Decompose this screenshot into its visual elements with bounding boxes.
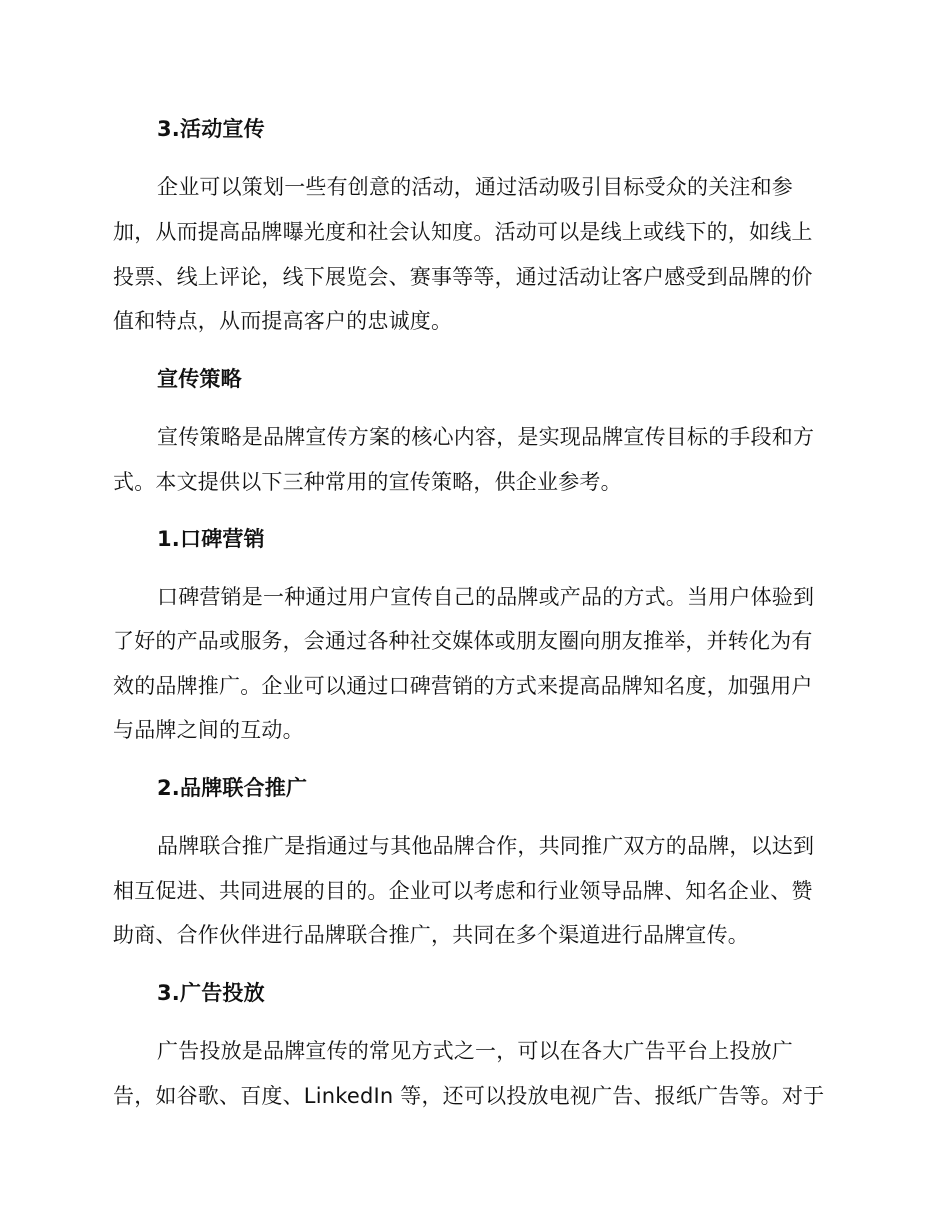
paragraph-line: 相互促进、共同进展的目的。企业可以考虑和行业领导品牌、知名企业、赞	[113, 879, 813, 903]
section-heading: 宣传策略	[157, 367, 242, 391]
section-heading: 1.口碑营销	[157, 527, 265, 551]
paragraph-line: 效的品牌推广。企业可以通过口碑营销的方式来提高品牌知名度，加强用户	[113, 674, 813, 698]
paragraph-line: 了好的产品或服务，会通过各种社交媒体或朋友圈向朋友推举，并转化为有	[113, 629, 813, 653]
paragraph-line: 助商、合作伙伴进行品牌联合推广，共同在多个渠道进行品牌宣传。	[113, 923, 749, 947]
paragraph-line: 宣传策略是品牌宣传方案的核心内容，是实现品牌宣传目标的手段和方	[157, 425, 815, 449]
section-heading: 3.广告投放	[157, 981, 265, 1005]
section-heading: 2.品牌联合推广	[157, 776, 308, 800]
paragraph-line: 品牌联合推广是指通过与其他品牌合作，共同推广双方的品牌，以达到	[157, 834, 815, 858]
paragraph-line: 口碑营销是一种通过用户宣传自己的品牌或产品的方式。当用户体验到	[157, 585, 815, 609]
paragraph-line: 企业可以策划一些有创意的活动，通过活动吸引目标受众的关注和参	[157, 175, 793, 199]
paragraph-line: 投票、线上评论，线下展览会、赛事等等，通过活动让客户感受到品牌的价	[113, 265, 813, 289]
paragraph-line: 值和特点，从而提高客户的忠诚度。	[113, 309, 453, 333]
section-heading: 3.活动宣传	[157, 117, 265, 141]
paragraph-line: 告，如谷歌、百度、LinkedIn 等，还可以投放电视广告、报纸广告等。对于	[113, 1084, 825, 1108]
paragraph-line: 广告投放是品牌宣传的常见方式之一，可以在各大广告平台上投放广	[157, 1039, 793, 1063]
paragraph-line: 加，从而提高品牌曝光度和社会认知度。活动可以是线上或线下的，如线上	[113, 220, 813, 244]
paragraph-line: 式。本文提供以下三种常用的宣传策略，供企业参考。	[113, 470, 622, 494]
paragraph-line: 与品牌之间的互动。	[113, 718, 304, 742]
